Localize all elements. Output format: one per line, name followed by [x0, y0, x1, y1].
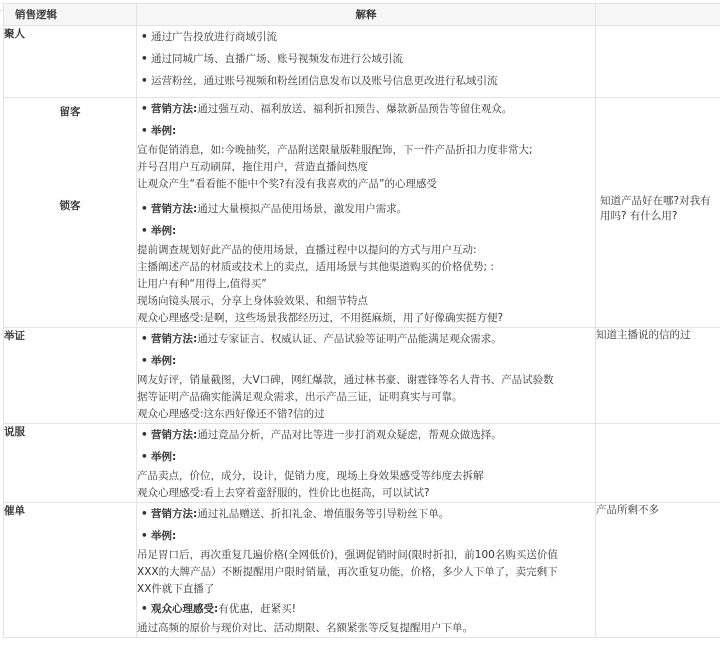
note-cell-stack — [596, 98, 720, 328]
example-line: 吊足胃口后，再次重复几遍价格(全网低价)，强调促销时间(限时折扣，前100名购买送价值 — [137, 549, 558, 561]
category-label: 锁客 — [59, 200, 81, 212]
note-cell: 产品所剩不多 — [596, 503, 720, 638]
note-cell — [596, 424, 720, 503]
explanation-cell — [137, 503, 596, 638]
method-line: • 营销方法:通过专家证言、权威认证、产品试验等证明产品能满足观众需求。 — [141, 333, 502, 345]
example-line: XX件就下直播了 — [137, 583, 215, 595]
method-line: • 营销方法:通过大量模拟产品使用场景，激发用户需求。 — [141, 203, 408, 215]
table-row — [4, 424, 720, 503]
note-cell: 知道主播说的信的过 — [596, 328, 720, 424]
example-line: XXX的大牌产品）不断提醒用户限时销量，再次重复功能，价格，多少人下单了，卖完剩下 — [137, 566, 558, 578]
method-line: • 营销方法:通过竞品分析，产品对比等进一步打消观众疑虑，帮观众做选择。 — [141, 429, 502, 441]
sales-logic-table — [3, 3, 720, 638]
method-line: • 营销方法:通过强互动、福利放送、福利折扣预告、爆款新品预告等留住观众。 — [141, 103, 513, 115]
explanation-cell — [137, 424, 596, 503]
example-label: • 举例: — [141, 125, 177, 137]
example-label: • 举例: — [141, 530, 177, 542]
list-item: • 通过广告投放进行商域引流 — [141, 31, 277, 43]
header-note — [596, 4, 720, 26]
category-cell: 举证 — [4, 328, 137, 424]
example-line: 让用户有种“用得上,值得买” — [137, 278, 267, 290]
category-cell-stack — [4, 98, 137, 328]
header-row — [4, 4, 720, 26]
table-row — [4, 26, 720, 98]
example-line: 网友好评，销量截图，大V口碑，网红爆款，通过林书豪、谢霆锋等名人背书、产品试验数 — [137, 374, 554, 386]
category-cell: 说服 — [4, 424, 137, 503]
example-line: 现场向镜头展示，分享上身体验效果、和细节特点 — [137, 295, 368, 307]
example-line: 观众心理感受:这东西好像还不错?信的过 — [137, 408, 325, 420]
category-label: 留客 — [59, 106, 81, 118]
note-cell — [596, 26, 720, 98]
note-text: 知道产品好在哪?对我有用吗? 有什么用? — [600, 195, 711, 222]
example-line: 观众心理感受:是啊，这些场景我都经历过，不用挺麻烦，用了好像确实挺方便? — [137, 312, 504, 324]
explanation-cell — [137, 98, 596, 328]
example-line: 产品卖点，价位，成分，设计，促销力度，现场上身效果感受等纬度去拆解 — [137, 470, 484, 482]
explanation-cell — [137, 328, 596, 424]
example-label: • 举例: — [141, 355, 177, 367]
example-label: • 举例: — [141, 225, 177, 237]
example-line: 据等证明产品确实能满足观众需求，出示产品三证，证明真实与可靠。 — [137, 391, 463, 403]
table-row — [4, 98, 720, 328]
table-row — [4, 503, 720, 638]
example-line: 主播阐述产品的材质或技术上的卖点，适用场景与其他渠道购买的价格优势; : — [137, 261, 494, 273]
edge-marker: · — [0, 7, 3, 15]
table-row — [4, 328, 720, 424]
feeling-line: • 观众心理感受:有优惠，赶紧买! — [141, 603, 296, 615]
example-line: 让观众产生“看看能不能中个奖?有没有我喜欢的产品”的心理感受 — [137, 178, 437, 190]
category-cell: 催单 — [4, 503, 137, 638]
category-cell: 聚人 — [4, 26, 137, 98]
method-line: • 营销方法:通过礼品赠送、折扣礼金、增值服务等引导粉丝下单。 — [141, 508, 450, 520]
list-item: • 通过同城广场、直播广场、账号视频发布进行公域引流 — [141, 53, 403, 65]
example-label: • 举例: — [141, 451, 177, 463]
list-item: • 运营粉丝，通过账号视频和粉丝团信息发布以及账号信息更改进行私域引流 — [141, 75, 498, 87]
explanation-cell — [137, 26, 596, 98]
example-line: 并号召用户互动刷屏，拖住用户，营造直播间热度 — [137, 161, 368, 173]
example-line: 观众心理感受:看上去穿着蛮舒服的，性价比也挺高，可以试试? — [137, 487, 430, 499]
closing-line: 通过高频的原价与现价对比、活动期限、名额紧张等反复提醒用户下单。 — [137, 622, 473, 634]
example-line: 宣布促销消息，如:今晚抽奖，产品附送限量版鞋服配饰，下一件产品折扣力度非常大; — [137, 144, 533, 156]
header-explanation: 解释 — [137, 4, 596, 26]
header-sales-logic: 销售逻辑 — [4, 4, 137, 26]
example-line: 提前调查规划好此产品的使用场景，直播过程中以提问的方式与用户互动: — [137, 244, 477, 256]
